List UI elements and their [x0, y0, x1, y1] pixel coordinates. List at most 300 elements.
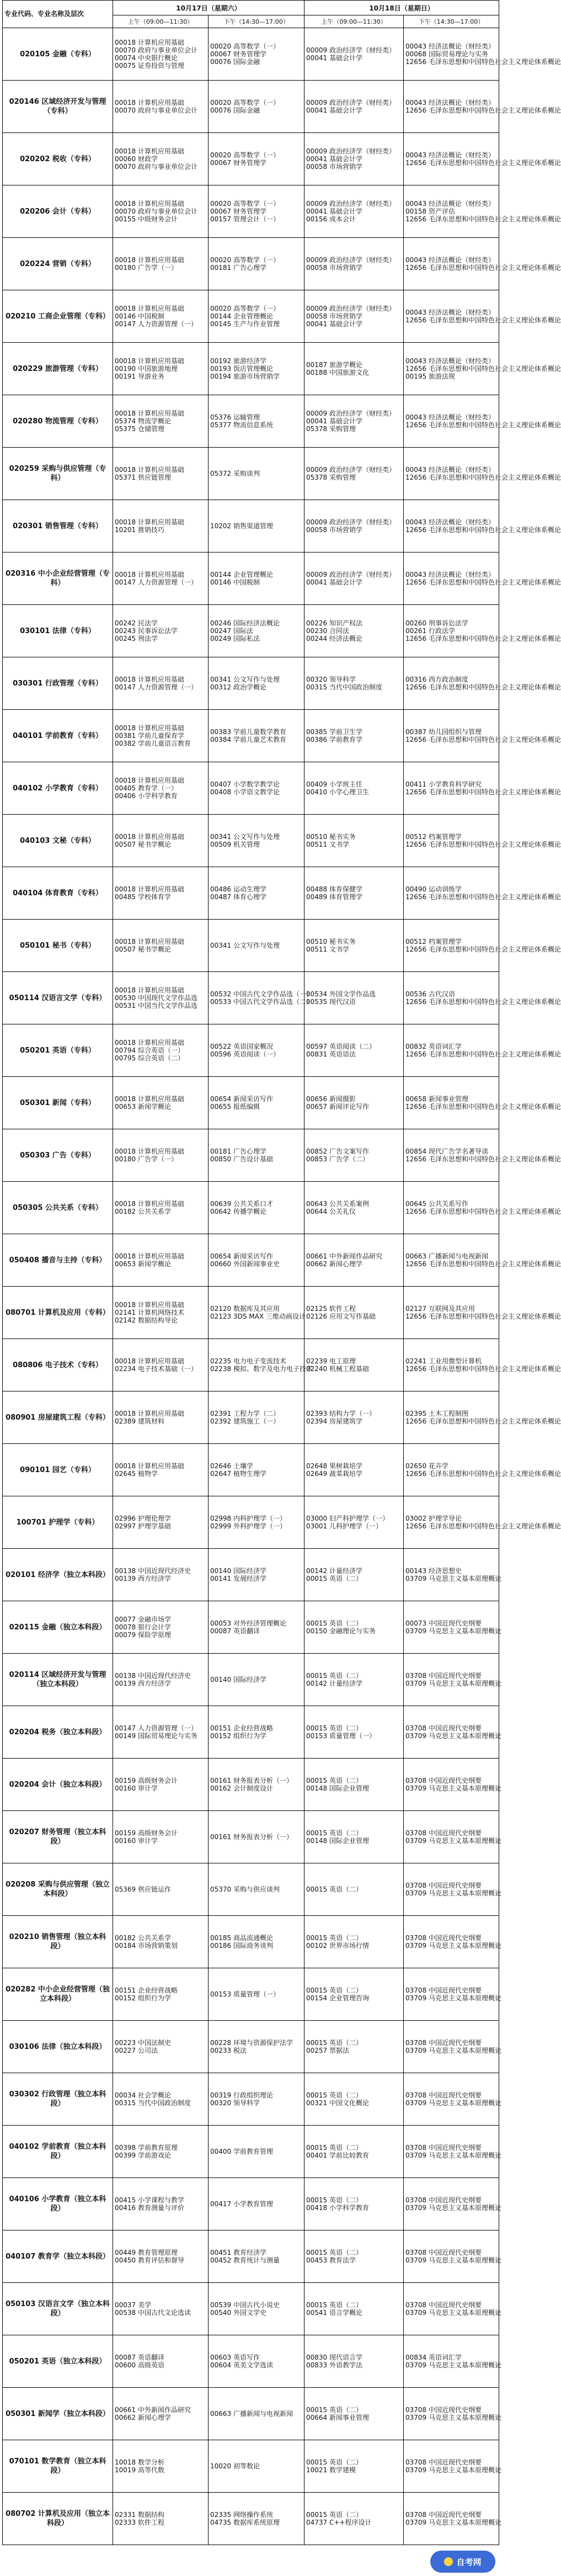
session-cell-s2 [209, 762, 304, 815]
session-cell-s3 [304, 1706, 404, 1759]
course-entry: 00150 金融理论与实务 [306, 1627, 376, 1635]
session-cell-s2 [209, 2178, 304, 2230]
header-day2-pm: 下午（14:30—17:00） [404, 15, 499, 28]
schedule-row [3, 815, 499, 867]
session-cell-s2 [209, 1759, 304, 1811]
session-cell-s2 [209, 1811, 304, 1863]
course-entry: 00182 公共关系学 [115, 1208, 171, 1215]
course-entry: 03708 中国近现代史纲要 [405, 2249, 482, 2256]
session-cell-s4 [404, 1759, 499, 1811]
specialty-cell [3, 290, 113, 343]
course-entry: 00041 基础会计学 [306, 54, 362, 62]
schedule-row [3, 1601, 499, 1654]
course-entry: 00143 经济思想史 [405, 1567, 462, 1575]
course-entry: 00319 行政组织理论 [210, 2091, 273, 2099]
session-cell-s2 [209, 972, 313, 1024]
course-entry: 00070 政府与事业单位会计 [115, 208, 197, 215]
specialty-cell [3, 448, 113, 500]
course-entry: 00074 中央银行概论 [115, 54, 178, 62]
course-entry: 12656 毛泽东思想和中国特色社会主义理论体系概论 [405, 1260, 561, 1268]
course-entry: 02238 模拟、数字及电力电子技术 [210, 1365, 313, 1373]
course-entry: 00657 新闻评论写作 [306, 1103, 369, 1111]
course-entry: 00400 学前教育管理 [210, 2148, 273, 2155]
course-entry: 03708 中国近现代史纲要 [405, 2039, 482, 2047]
course-entry: 00854 现代广告学名著导读 [405, 1148, 488, 1155]
course-entry: 00067 财务管理学 [210, 208, 266, 215]
header-day1-am: 上午（09:00—11:30） [113, 15, 209, 28]
course-entry: 00643 公共关系案例 [306, 1200, 369, 1208]
course-entry: 03708 中国近现代史纲要 [405, 1934, 482, 1942]
course-entry: 12656 毛泽东思想和中国特色社会主义理论体系概论 [405, 841, 561, 848]
course-entry: 00018 计算机应用基础 [115, 986, 184, 994]
course-entry: 00522 英语国家概况 [210, 1043, 273, 1050]
session-cell-s3 [304, 81, 404, 133]
course-entry: 00242 民法学 [115, 619, 158, 627]
course-entry: 00512 档案管理学 [405, 938, 462, 946]
course-entry: 00146 中国税制 [210, 578, 260, 586]
course-entry: 00140 国际经济学 [210, 1567, 266, 1575]
session-cell-s4 [404, 867, 561, 920]
session-cell-s1 [113, 1077, 209, 1129]
course-entry: 03002 护理学导论 [405, 1515, 462, 1522]
session-cell-s1 [113, 2178, 209, 2230]
specialty-cell [3, 2493, 113, 2545]
course-entry: 00418 小学科学教育 [306, 2204, 369, 2212]
specialty-name: 050101 秘书（专科） [20, 941, 95, 950]
session-cell-s4 [404, 500, 561, 553]
course-entry: 00660 外国新闻事业史 [210, 1260, 280, 1268]
course-entry: 12656 毛泽东思想和中国特色社会主义理论体系概论 [405, 159, 561, 167]
specialty-name: 050201 英语（专科） [20, 1046, 95, 1055]
course-entry: 00015 英语（二） [306, 1885, 362, 1893]
session-cell-s4 [404, 1182, 561, 1234]
session-cell-s1 [113, 2230, 209, 2283]
session-cell-s1 [113, 2440, 209, 2493]
course-entry: 12656 毛泽东思想和中国特色社会主义理论体系概论 [405, 683, 561, 691]
session-cell-s1 [113, 1182, 209, 1234]
course-entry: 12656 毛泽东思想和中国特色社会主义理论体系概论 [405, 421, 561, 429]
course-entry: 00015 英语（二） [306, 2144, 362, 2152]
course-entry: 12656 毛泽东思想和中国特色社会主义理论体系概论 [405, 1155, 561, 1163]
course-entry: 00406 小学科学教育 [115, 792, 178, 800]
session-cell-s2 [209, 1024, 304, 1077]
specialty-cell [3, 972, 113, 1024]
course-entry: 12656 毛泽东思想和中国特色社会主义理论体系概论 [405, 264, 561, 272]
specialty-cell [3, 867, 113, 920]
course-entry: 00223 中国法制史 [115, 2039, 171, 2047]
schedule-row [3, 1444, 499, 1496]
schedule-row [3, 1391, 499, 1444]
specialty-cell [3, 2126, 113, 2178]
session-cell-s3 [304, 1654, 404, 1706]
course-entry: 00015 英语（二） [306, 2406, 362, 2414]
schedule-row [3, 238, 499, 290]
session-cell-s1 [113, 500, 209, 553]
session-cell-s1 [113, 605, 209, 657]
course-entry: 00159 高级财务会计 [115, 1777, 178, 1784]
course-entry: 03000 妇产科护理学（一） [306, 1515, 389, 1522]
specialty-cell [3, 1234, 113, 1287]
session-cell-s1 [113, 1129, 209, 1182]
course-entry: 05375 仓储管理 [115, 425, 164, 433]
specialty-name: 050301 新闻学（独立本科段） [6, 2409, 110, 2418]
course-entry: 02126 应用文写作基础 [306, 1313, 376, 1320]
course-entry: 00180 广告学（一） [115, 264, 178, 272]
course-entry: 00452 教育统计与测量 [210, 2256, 280, 2264]
specialty-name: 020114 区域经济开发与管理（独立本科段） [9, 1671, 106, 1688]
specialty-name: 100701 护理学（专科） [16, 1518, 99, 1527]
course-entry: 02394 房屋建筑学 [306, 1417, 362, 1425]
schedule-row [3, 1811, 499, 1863]
course-entry: 00644 公关礼仪 [306, 1208, 356, 1215]
course-entry: 00832 英语词汇学 [405, 1043, 462, 1050]
specialty-name: 050103 汉语言文学（独立本科段） [6, 2300, 110, 2318]
specialty-cell [3, 1863, 113, 1916]
course-entry: 00018 计算机应用基础 [115, 885, 184, 893]
course-entry: 05370 采购与供应谈判 [210, 1885, 280, 1893]
course-entry: 12656 毛泽东思想和中国特色社会主义理论体系概论 [405, 107, 561, 114]
course-entry: 00015 英语（二） [306, 2249, 362, 2256]
schedule-row [3, 1182, 499, 1234]
session-cell-s3 [304, 238, 404, 290]
session-cell-s4 [404, 2230, 499, 2283]
session-cell-s3 [304, 1601, 404, 1654]
course-entry: 02646 土壤学 [210, 1462, 253, 1470]
course-entry: 00228 环境与资源保护法学 [210, 2039, 293, 2047]
session-cell-s1 [113, 2073, 209, 2126]
session-cell-s3 [304, 1391, 404, 1444]
specialty-name: 020208 采购与供应管理（独立本科段） [6, 1881, 110, 1898]
specialty-name: 020146 区域经济开发与管理（专科） [9, 98, 106, 115]
course-entry: 00041 基础会计学 [306, 320, 362, 328]
course-entry: 00600 高级英语 [115, 2361, 164, 2369]
course-entry: 00158 资产评估 [405, 208, 455, 215]
specialty-name: 050114 汉语言文学（专科） [9, 994, 106, 1002]
specialty-name: 040106 小学教育（独立本科段） [9, 2195, 106, 2213]
course-entry: 00138 中国近现代经济史 [115, 1672, 191, 1680]
specialty-cell [3, 343, 113, 395]
course-entry: 12656 毛泽东思想和中国特色社会主义理论体系概论 [405, 58, 561, 66]
session-cell-s3 [304, 2388, 404, 2440]
specialty-name: 020282 中小企业经营管理（独立本科段） [6, 1985, 110, 2003]
course-entry: 00020 高等数学（一） [210, 99, 280, 107]
session-cell-s3 [304, 1549, 404, 1601]
course-entry: 00070 政府与事业单位会计 [115, 107, 197, 114]
specialty-name: 040102 小学教育（专科） [13, 784, 103, 793]
course-entry: 00015 英语（二） [306, 1934, 362, 1942]
session-cell-s4 [404, 1496, 561, 1549]
session-cell-s3 [304, 343, 404, 395]
specialty-cell [3, 133, 113, 185]
session-cell-s2 [209, 2440, 304, 2493]
specialty-name: 020206 会计（专科） [20, 207, 95, 216]
course-entry: 00139 西方经济学 [115, 1575, 171, 1582]
course-entry: 00140 国际经济学 [210, 1676, 266, 1683]
session-cell-s2 [209, 553, 304, 605]
session-cell-s3 [304, 2073, 404, 2126]
specialty-cell [3, 920, 113, 972]
course-entry: 00321 中国文化概论 [306, 2099, 369, 2107]
course-entry: 00244 经济法概论 [306, 635, 362, 642]
course-entry: 00191 导游业务 [115, 373, 164, 380]
course-entry: 02997 护理学基础 [115, 1522, 171, 1530]
course-entry: 02389 建筑材料 [115, 1417, 164, 1425]
session-cell-s3 [304, 2335, 404, 2388]
course-entry: 00142 计量经济学 [306, 1567, 362, 1575]
course-entry: 03709 马克思主义基本原理概论 [405, 1627, 501, 1635]
course-entry: 00043 经济法概论（财经类） [405, 99, 495, 107]
schedule-row [3, 1549, 499, 1601]
course-entry: 03708 中国近现代史纲要 [405, 2091, 482, 2099]
course-entry: 00018 计算机应用基础 [115, 571, 184, 578]
specialty-name: 090101 园艺（专科） [20, 1465, 95, 1474]
specialty-name: 080901 房屋建筑工程（专科） [6, 1413, 110, 1422]
course-entry: 03709 马克思主义基本原理概论 [405, 2047, 501, 2054]
schedule-row [3, 2335, 499, 2388]
specialty-cell [3, 500, 113, 553]
session-cell-s2 [209, 1182, 304, 1234]
schedule-row [3, 28, 499, 81]
schedule-row [3, 2283, 499, 2335]
session-cell-s1 [113, 1811, 209, 1863]
session-cell-s3 [304, 1339, 404, 1391]
watermark-text: 自考网 [456, 2557, 482, 2567]
course-entry: 12656 毛泽东思想和中国特色社会主义理论体系概论 [405, 893, 561, 901]
schedule-row [3, 553, 499, 605]
specialty-cell [3, 605, 113, 657]
course-entry: 00018 计算机应用基础 [115, 1200, 184, 1208]
session-cell-s4 [404, 762, 561, 815]
course-entry: 03708 中国近现代史纲要 [405, 2144, 482, 2152]
course-entry: 02999 外科护理学（一） [210, 1522, 286, 1530]
session-cell-s2 [209, 1444, 304, 1496]
course-entry: 00663 广播新闻与电视新闻 [405, 1252, 488, 1260]
session-cell-s1 [113, 657, 209, 710]
course-entry: 00015 英语（二） [306, 1575, 362, 1582]
session-cell-s3 [304, 1024, 404, 1077]
specialty-name: 020280 物流管理（专科） [13, 417, 103, 426]
specialty-cell [3, 1968, 113, 2021]
session-cell-s3 [304, 815, 404, 867]
course-entry: 00160 审计学 [115, 1784, 158, 1792]
session-cell-s1 [113, 815, 209, 867]
course-entry: 00041 基础会计学 [306, 578, 362, 586]
course-entry: 00015 英语（二） [306, 1724, 362, 1732]
course-entry: 02123 3DS MAX 三维动画设计 [210, 1313, 306, 1320]
session-cell-s4 [404, 1234, 561, 1287]
course-entry: 12656 毛泽东思想和中国特色社会主义理论体系概论 [405, 1470, 561, 1478]
course-entry: 00247 国际法 [210, 627, 253, 635]
course-entry: 03709 马克思主义基本原理概论 [405, 2099, 501, 2107]
specialty-cell [3, 1444, 113, 1496]
session-cell-s4 [404, 1129, 561, 1182]
course-entry: 00076 国际金融 [210, 58, 260, 66]
session-cell-s2 [209, 81, 304, 133]
session-cell-s2 [209, 1601, 304, 1654]
course-entry: 00534 外国文学作品选 [306, 990, 376, 998]
course-entry: 12656 毛泽东思想和中国特色社会主义理论体系概论 [405, 474, 561, 481]
session-cell-s1 [113, 185, 209, 238]
specialty-name: 020259 采购与供应管理（专科） [9, 465, 106, 482]
course-entry: 00041 基础会计学 [306, 417, 362, 425]
course-entry: 00453 教育法学 [306, 2256, 356, 2264]
course-entry: 00037 美学 [115, 2301, 151, 2309]
course-entry: 00411 小学教育科学研究 [405, 780, 482, 788]
course-entry: 00853 广告学（二） [306, 1155, 369, 1163]
course-entry: 00018 计算机应用基础 [115, 305, 184, 312]
course-entry: 00009 政治经济学（财经类） [306, 99, 396, 107]
course-entry: 00075 证券投资与管理 [115, 62, 184, 70]
course-entry: 00146 中国税制 [115, 312, 164, 320]
timetable-header [3, 1, 499, 28]
course-entry: 00018 计算机应用基础 [115, 1148, 184, 1155]
session-cell-s2 [209, 290, 304, 343]
session-cell-s3 [304, 1129, 404, 1182]
course-entry: 00073 中国近现代史纲要 [405, 1619, 482, 1627]
specialty-cell [3, 81, 113, 133]
course-entry: 00018 计算机应用基础 [115, 410, 184, 417]
course-entry: 02142 数据结构导论 [115, 1316, 178, 1324]
course-entry: 12656 毛泽东思想和中国特色社会主义理论体系概论 [405, 635, 561, 642]
session-cell-s4 [404, 395, 561, 448]
course-entry: 03709 马克思主义基本原理概论 [405, 2309, 501, 2317]
course-entry: 00312 政治学概论 [210, 683, 266, 691]
course-entry: 12656 毛泽东思想和中国特色社会主义理论体系概论 [405, 1208, 561, 1215]
course-entry: 03708 中国近现代史纲要 [405, 1672, 482, 1680]
course-entry: 03709 马克思主义基本原理概论 [405, 1575, 501, 1582]
course-entry: 00015 英语（二） [306, 1777, 362, 1784]
session-cell-s1 [113, 762, 209, 815]
session-cell-s3 [304, 2021, 404, 2073]
course-entry: 03709 马克思主义基本原理概论 [405, 1994, 501, 2002]
course-entry: 02333 软件工程 [115, 2519, 164, 2526]
specialty-name: 030301 行政管理（专科） [13, 679, 103, 688]
course-entry: 12656 毛泽东思想和中国特色社会主义理论体系概论 [405, 1050, 561, 1058]
course-entry: 00408 小学语文教学论 [210, 788, 280, 796]
specialty-cell [3, 1024, 113, 1077]
course-entry: 05378 采购管理 [306, 425, 356, 433]
specialty-name: 050201 英语（独立本科段） [9, 2357, 106, 2366]
course-entry: 02235 电力电子变流技术 [210, 1357, 286, 1365]
course-entry: 00018 计算机应用基础 [115, 833, 184, 841]
course-entry: 00067 财务管理学 [210, 50, 266, 58]
session-cell-s2 [209, 1916, 304, 1968]
session-cell-s1 [113, 972, 209, 1024]
session-cell-s2 [209, 2335, 304, 2388]
session-cell-s4 [404, 2073, 499, 2126]
course-entry: 00060 财政学 [115, 155, 158, 163]
course-entry: 00653 新闻学概论 [115, 1103, 171, 1111]
course-entry: 00230 合同法 [306, 627, 349, 635]
specialty-cell [3, 2440, 113, 2493]
course-entry: 00190 中国旅游地理 [115, 365, 178, 373]
course-entry: 00149 国际贸易理论与实务 [115, 1732, 197, 1740]
exam-timetable [2, 0, 561, 2545]
course-entry: 00260 刑事诉讼法学 [405, 619, 468, 627]
course-entry: 00415 小学课程与教学 [115, 2196, 184, 2204]
course-entry: 12656 毛泽东思想和中国特色社会主义理论体系概论 [405, 736, 561, 743]
specialty-cell [3, 2283, 113, 2335]
course-entry: 00192 旅游经济学 [210, 357, 266, 365]
session-cell-s1 [113, 1654, 209, 1706]
course-entry: 00070 政府与事业单位会计 [115, 163, 197, 171]
session-cell-s3 [304, 185, 404, 238]
course-entry: 00058 市场营销学 [306, 312, 362, 320]
course-entry: 02234 电子技术基础（一） [115, 1365, 197, 1373]
course-entry: 00018 计算机应用基础 [115, 1252, 184, 1260]
course-entry: 00535 现代汉语 [306, 998, 356, 1006]
course-entry: 00386 学前教育学 [306, 736, 362, 743]
session-cell-s2 [209, 395, 304, 448]
course-entry: 10018 数学分析 [115, 2458, 164, 2466]
session-cell-s4 [404, 920, 561, 972]
course-entry: 05374 物流学概论 [115, 417, 171, 425]
session-cell-s1 [113, 2493, 209, 2545]
session-cell-s4 [404, 1077, 561, 1129]
specialty-name: 050301 新闻（专科） [20, 1098, 95, 1107]
course-entry: 00507 秘书学概论 [115, 841, 171, 848]
course-entry: 00018 计算机应用基础 [115, 1410, 184, 1417]
course-entry: 00043 经济法概论（财经类） [405, 518, 495, 526]
course-entry: 12656 毛泽东思想和中国特色社会主义理论体系概论 [405, 316, 561, 324]
session-cell-s4 [404, 1968, 499, 2021]
course-entry: 03709 马克思主义基本原理概论 [405, 2152, 501, 2159]
course-entry: 00147 人力资源管理（一） [115, 578, 197, 586]
specialty-name: 020202 税收（专科） [20, 155, 95, 163]
schedule-row [3, 1706, 499, 1759]
course-entry: 00020 高等数学（一） [210, 43, 280, 50]
course-entry: 00043 经济法概论（财经类） [405, 200, 495, 208]
specialty-name: 040104 体育教育（专科） [13, 889, 103, 897]
course-entry: 00249 国际私法 [210, 635, 260, 642]
specialty-cell [3, 2021, 113, 2073]
session-cell-s1 [113, 238, 209, 290]
course-entry: 04737 C++程序设计 [306, 2519, 372, 2526]
course-entry: 00156 成本会计 [306, 215, 356, 223]
specialty-name: 070101 数学教育（独立本科段） [9, 2457, 106, 2475]
session-cell-s2 [209, 1339, 313, 1391]
course-entry: 00161 财务报表分析（一） [210, 1833, 293, 1841]
session-cell-s4 [404, 81, 561, 133]
course-entry: 00661 中外新闻作品研究 [115, 2406, 191, 2414]
schedule-row [3, 448, 499, 500]
header-day2-am: 上午（09:00—11:30） [304, 15, 404, 28]
session-cell-s1 [113, 1863, 209, 1916]
course-entry: 00009 政治经济学（财经类） [306, 46, 396, 54]
session-cell-s1 [113, 2126, 209, 2178]
specialty-cell [3, 2230, 113, 2283]
session-cell-s3 [304, 1234, 404, 1287]
session-cell-s4 [404, 815, 561, 867]
specialty-name: 020204 会计（独立本科段） [9, 1780, 106, 1789]
session-cell-s2 [209, 238, 304, 290]
session-cell-s1 [113, 290, 209, 343]
course-entry: 02127 互联网及其应用 [405, 1305, 475, 1313]
specialty-cell [3, 1391, 113, 1444]
course-entry: 00015 英语（二） [306, 1672, 362, 1680]
course-entry: 02996 护理伦理学 [115, 1515, 171, 1522]
course-entry: 00341 公文写作与处理 [210, 676, 280, 683]
session-cell-s2 [209, 1549, 304, 1601]
course-entry: 00795 综合英语（二） [115, 1054, 184, 1062]
schedule-row [3, 395, 499, 448]
specialty-cell [3, 1496, 113, 1549]
schedule-row [3, 500, 499, 553]
course-entry: 10202 销售渠道管理 [210, 522, 273, 530]
session-cell-s2 [209, 657, 304, 710]
session-cell-s3 [304, 448, 404, 500]
course-entry: 00009 政治经济学（财经类） [306, 200, 396, 208]
